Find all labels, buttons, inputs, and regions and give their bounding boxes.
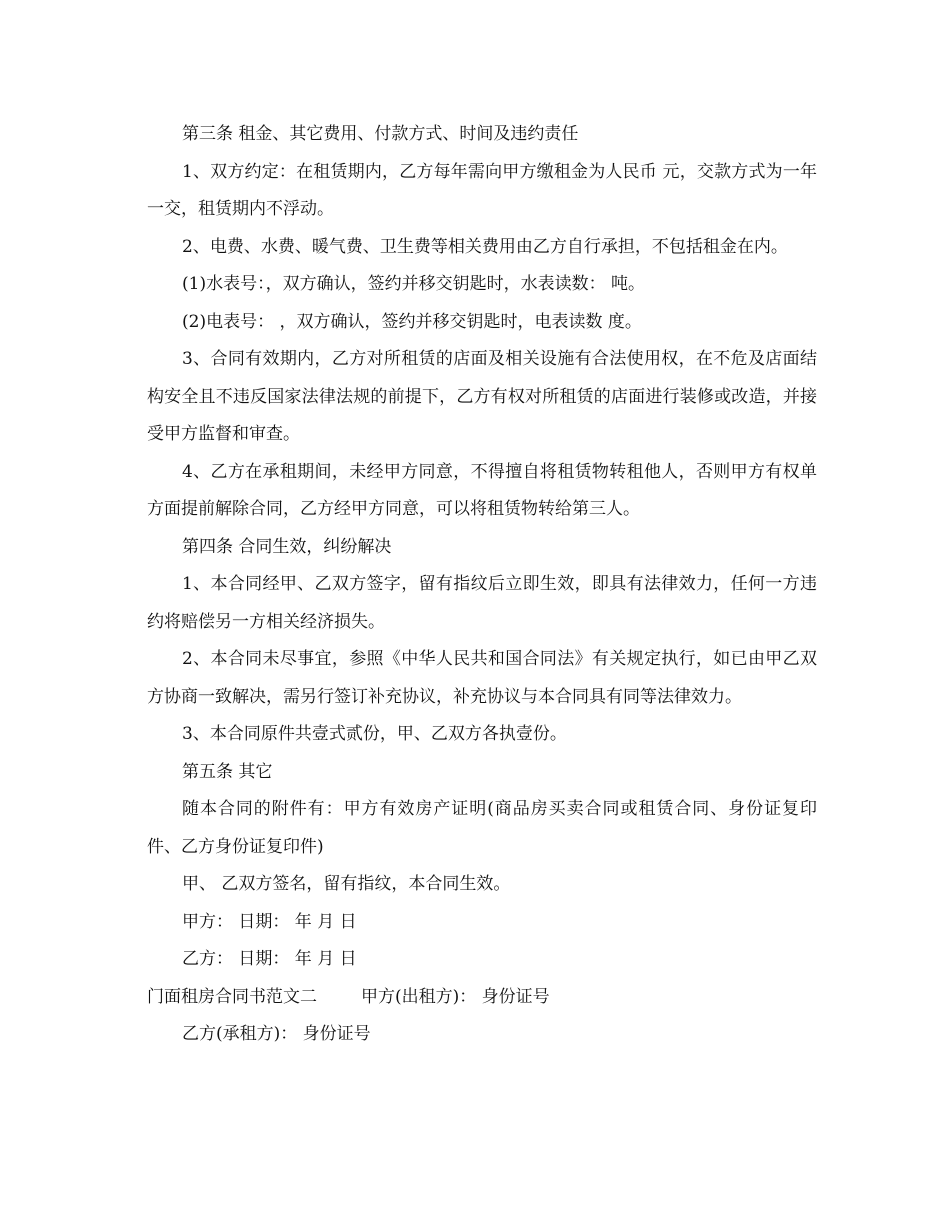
clause-3-item-2: 2、电费、水费、暖气费、卫生费等相关费用由乙方自行承担，不包括租金在内。: [182, 236, 788, 257]
clause-3-item-4: 4、乙方在承租期间，未经甲方同意，不得擅自将租赁物转租他人，否则甲方有权单方面提前解除合同，乙方经甲方同意，可以将租赁物转给第三人。: [147, 461, 817, 519]
clause-3-item-1: 1、双方约定：在租赁期内，乙方每年需向甲方缴租金为人民币 元，交款方式为一年一交，租赁期内不浮动。: [147, 161, 817, 219]
party-b-date-line: 乙方： 日期： 年 月 日: [182, 949, 357, 969]
second-contract-title: 门面租房合同书范文二: [147, 986, 317, 1007]
clause-3-item-3: 3、合同有效期内，乙方对所租赁的店面及相关设施有合法使用权，在不危及店面结构安全且不违反国家法律法规的前提下，乙方有权对所租赁的店面进行装修或改造，并接受甲方监督和审查。: [147, 349, 817, 444]
clause-4-item-2: 2、本合同未尽事宜，参照《中华人民共和国合同法》有关规定执行，如已由甲乙双方协商一致解决，需另行签订补充协议，补充协议与本合同具有同等法律效力。: [147, 649, 817, 707]
document-body: [147, 116, 817, 1054]
signature-note: 甲、 乙双方签名，留有指纹，本合同生效。: [182, 874, 511, 894]
clause-4-heading: 第四条 合同生效，纠纷解决: [182, 536, 392, 557]
party-a-date-line: 甲方： 日期： 年 月 日: [182, 911, 357, 932]
clause-3-heading: 第三条 租金、其它费用、付款方式、时间及违约责任: [182, 124, 579, 144]
water-meter-line: (1)水表号：，双方确认，签约并移交钥匙时，水表读数： 吨。: [182, 274, 645, 294]
electric-meter-line: (2)电表号： ，双方确认，签约并移交钥匙时，电表读数 度。: [182, 311, 642, 332]
attachments-line: 随本合同的附件有：甲方有效房产证明(商品房买卖合同或租赁合同、身份证复印件、乙方身份证复印件): [147, 799, 817, 857]
second-contract-line: [147, 979, 817, 1017]
clause-4-item-3: 3、本合同原件共壹式贰份，甲、乙双方各执壹份。: [182, 724, 567, 744]
clause-4-item-1: 1、本合同经甲、乙双方签字，留有指纹后立即生效，即具有法律效力，任何一方违约将赔偿另一方相关经济损失。: [147, 574, 817, 632]
second-party-b-line: 乙方(承租方)： 身份证号: [182, 1024, 371, 1044]
clause-5-heading: 第五条 其它: [182, 761, 273, 782]
second-party-a-line: 甲方(出租方)： 身份证号: [361, 986, 550, 1007]
